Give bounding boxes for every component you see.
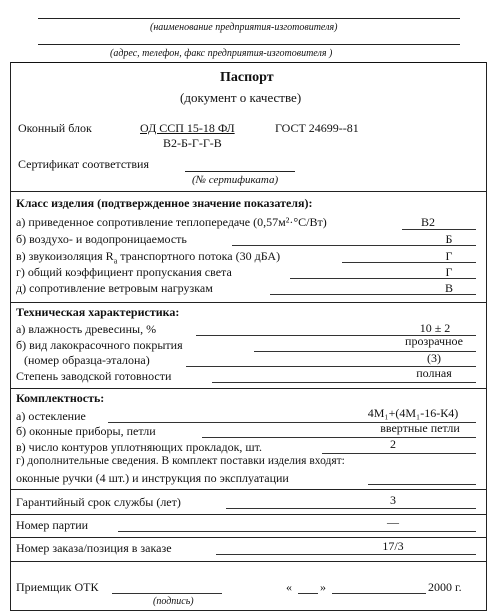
class-heading: Класс изделия (подтвержденное значение показателя): — [16, 196, 313, 210]
batch-line — [118, 531, 476, 532]
batch-label: Номер партии — [16, 518, 89, 532]
frame-bottom — [10, 610, 487, 611]
class-row-b-value: Б — [445, 232, 453, 246]
coating-label: б) вид лакокрасочного покрытия — [16, 338, 183, 352]
extra-info-line-1: г) дополнительные сведения. В комплект поставки изделия входят: — [16, 455, 345, 467]
product-label: Оконный блок — [18, 121, 92, 135]
divider-6 — [10, 537, 486, 538]
date-year: 2000 г. — [428, 580, 462, 594]
humidity-label: а) влажность древесины, % — [16, 322, 157, 336]
certificate-line — [185, 171, 295, 172]
divider-2 — [10, 302, 486, 303]
readiness-value: полная — [416, 366, 452, 380]
warranty-label: Гарантийный срок службы (лет) — [16, 495, 181, 509]
sample-label: (номер образца-эталона) — [24, 353, 150, 367]
class-row-c-subscript: a — [113, 256, 118, 266]
certificate-caption: (№ сертификата) — [192, 174, 279, 186]
class-row-e-value: В — [444, 281, 453, 295]
date-close-quote: » — [320, 580, 326, 594]
class-row-d-value: Г — [445, 265, 453, 279]
class-row-e-label: д) сопротивление ветровым нагрузкам — [16, 281, 213, 295]
kit-heading: Комплектность: — [16, 391, 105, 405]
glazing-value: 4М₁+(4М₁-16-К4) — [367, 406, 459, 420]
extra-info-line-2: оконные ручки (4 шт.) и инструкция по эксплуатации — [16, 471, 289, 485]
product-gost: ГОСТ 24699--81 — [275, 121, 359, 135]
glazing-label: а) остекление — [16, 409, 86, 423]
product-code-2: В2-Б-Г-Г-В — [163, 136, 222, 150]
class-row-d-label: г) общий коэффициент пропускания света — [16, 265, 232, 279]
readiness-label: Степень заводской готовности — [16, 369, 172, 383]
frame-left — [10, 62, 11, 610]
manufacturer-caption: (наименование предприятия-изготовителя) — [150, 22, 338, 33]
divider-1 — [10, 191, 486, 192]
class-row-c-label-tail: транспортного потока (30 дБА) — [117, 249, 281, 263]
extra-info-line — [368, 484, 476, 485]
class-row-a-label: а) приведенное сопротивление теплопередаче (0,57м²·°С/Вт) — [16, 215, 327, 229]
frame-top — [10, 62, 486, 63]
date-day-line — [298, 593, 318, 594]
document-title: Паспорт — [220, 70, 274, 85]
humidity-value: 10 ± 2 — [419, 321, 451, 335]
sample-value: (3) — [427, 351, 441, 365]
order-line — [216, 554, 476, 555]
certificate-label: Сертификат соответствия — [18, 157, 149, 171]
date-open-quote: « — [286, 580, 292, 594]
frame-right — [486, 62, 487, 610]
seals-label: в) число контуров уплотняющих прокладок, шт. — [16, 440, 262, 454]
class-row-a-value: В2 — [420, 215, 435, 229]
devices-line — [202, 437, 476, 438]
warranty-value: 3 — [390, 493, 396, 507]
product-code: ОД ССП 15-18 ФЛ — [140, 121, 235, 135]
signature-caption: (подпись) — [153, 596, 194, 607]
otk-label: Приемщик ОТК — [16, 580, 99, 594]
seals-line — [322, 453, 476, 454]
divider-3 — [10, 388, 486, 389]
divider-4 — [10, 489, 486, 490]
order-value: 17/3 — [382, 539, 404, 553]
class-row-c-label-start: в) звукоизоляция R — [16, 249, 114, 263]
warranty-line — [226, 508, 476, 509]
order-label: Номер заказа/позиция в заказе — [16, 541, 172, 555]
devices-value: ввертные петли — [380, 421, 460, 435]
divider-5 — [10, 514, 486, 515]
divider-7 — [10, 561, 486, 562]
address-caption: (адрес, телефон, факс предприятия-изготовителя ) — [110, 48, 333, 59]
readiness-line — [212, 382, 476, 383]
coating-value: прозрачное — [405, 334, 463, 348]
signature-line — [112, 593, 222, 594]
devices-label: б) оконные приборы, петли — [16, 424, 156, 438]
seals-value: 2 — [390, 437, 396, 451]
tech-heading: Техническая характеристика: — [16, 305, 180, 319]
manufacturer-line — [38, 18, 460, 19]
document-subtitle: (документ о качестве) — [180, 90, 302, 105]
address-line — [38, 44, 460, 45]
class-row-b-label: б) воздухо- и водопроницаемость — [16, 232, 187, 246]
class-row-c-label — [16, 249, 280, 265]
date-month-line — [332, 593, 426, 594]
batch-value: — — [387, 515, 399, 529]
class-row-c-value: Г — [445, 249, 453, 263]
